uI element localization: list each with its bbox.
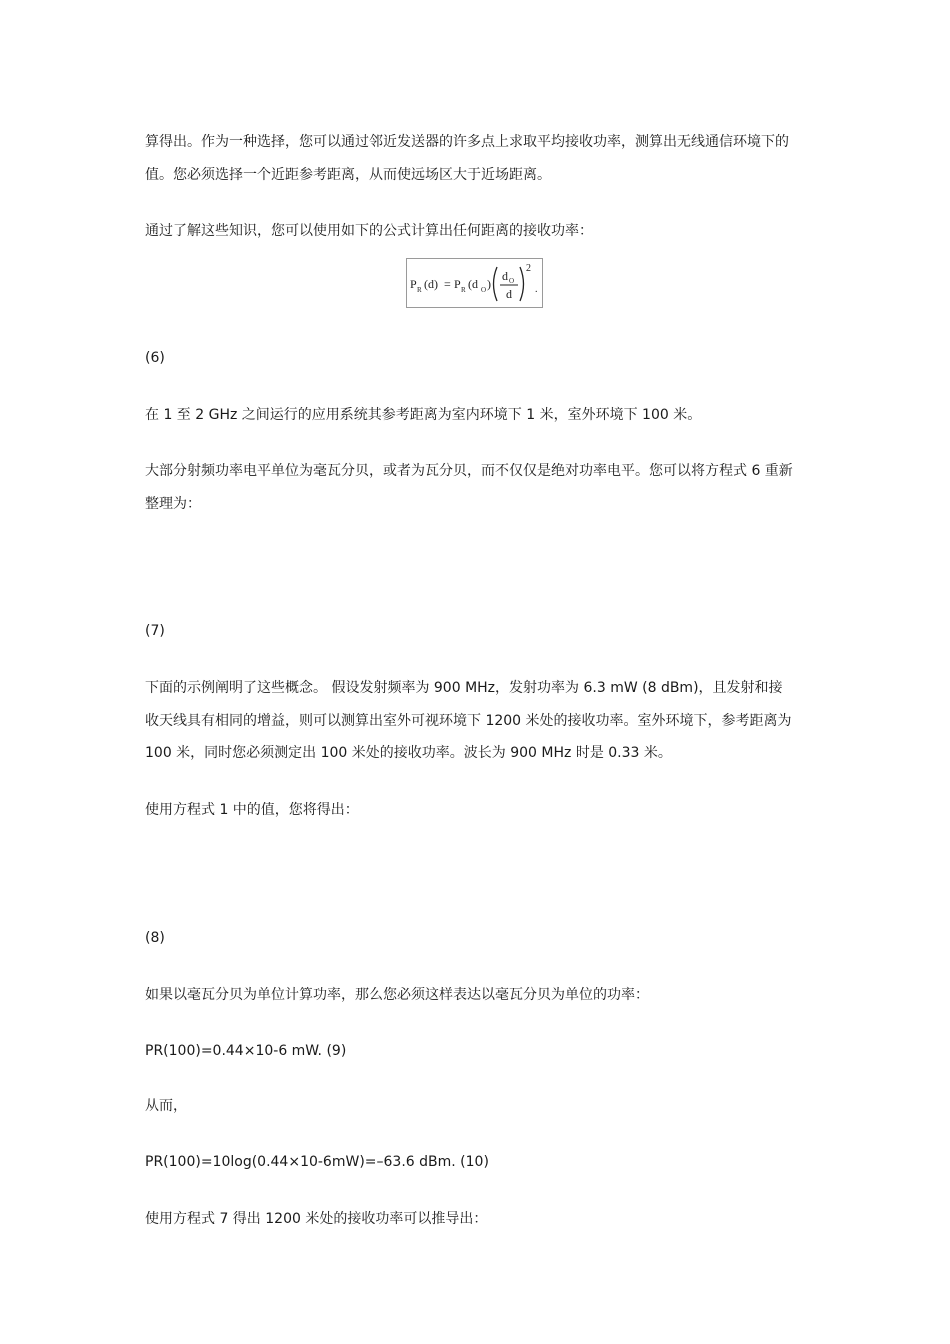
equation-label: (8) [145, 930, 165, 946]
equation-label: (7) [145, 623, 165, 639]
paragraph: 使用方程式 7 得出 1200 米处的接收功率可以推导出： [145, 1211, 488, 1227]
paragraph-line: 算得出。作为一种选择，您可以通过邻近发送器的许多点上求取平均接收功率，测算出无线通信环境下的 [145, 134, 789, 150]
equation-9: PR(100)=0.44×10-6 mW. (9) [145, 1043, 347, 1059]
formula-left-paren [494, 267, 498, 301]
formula-equals: = [444, 277, 451, 291]
paragraph: 从而， [145, 1098, 187, 1114]
formula-rhs-arg-sub: O [481, 286, 487, 294]
formula-rhs-p: P [454, 277, 461, 291]
paragraph-line: 大部分射频功率电平单位为毫瓦分贝，或者为瓦分贝，而不仅仅是绝对功率电平。您可以将方程式 6 重新 [145, 463, 793, 479]
paragraph: 如果以毫瓦分贝为单位计算功率，那么您必须这样表达以毫瓦分贝为单位的功率： [145, 987, 649, 1003]
formula-lhs-sub: R [417, 286, 422, 294]
received-power-formula-image [406, 258, 543, 308]
formula-trailing: . [535, 284, 538, 295]
paragraph: 在 1 至 2 GHz 之间运行的应用系统其参考距离为室内环境下 1 米，室外环境下 100 米。 [145, 407, 702, 423]
formula-denominator: d [506, 287, 512, 301]
formula-exponent: 2 [526, 263, 531, 274]
paragraph: 通过了解这些知识，您可以使用如下的公式计算出任何距离的接收功率： [145, 223, 593, 239]
formula-numerator-d: d [502, 269, 508, 283]
paragraph-line: 值。您必须选择一个近距参考距离，从而使远场区大于近场距离。 [145, 167, 551, 183]
equation-10: PR(100)=10log(0.44×10-6mW)=–63.6 dBm. (10) [145, 1154, 489, 1170]
paragraph-line: 收天线具有相同的增益，则可以测算出室外可视环境下 1200 米处的接收功率。室外环境下，参考距离为 [145, 713, 792, 729]
equation-label: (6) [145, 350, 165, 366]
formula-rhs-arg-close: ) [487, 277, 491, 291]
paragraph: 使用方程式 1 中的值，您将得出： [145, 802, 359, 818]
formula-rhs-sub: R [461, 286, 466, 294]
paragraph-line: 下面的示例阐明了这些概念。 假设发射频率为 900 MHz，发射功率为 6.3 mW (8 dBm)，且发射和接 [145, 680, 783, 696]
formula-numerator-sub: O [509, 277, 515, 285]
formula-rhs-arg-open: (d [468, 277, 478, 291]
formula-lhs-arg: (d) [424, 277, 438, 291]
paragraph-line: 整理为： [145, 496, 201, 512]
formula-right-paren [520, 267, 524, 301]
formula-lhs-p: P [410, 277, 417, 291]
paragraph-line: 100 米，同时您必须测定出 100 米处的接收功率。波长为 900 MHz 时是 0.33 米。 [145, 745, 672, 761]
